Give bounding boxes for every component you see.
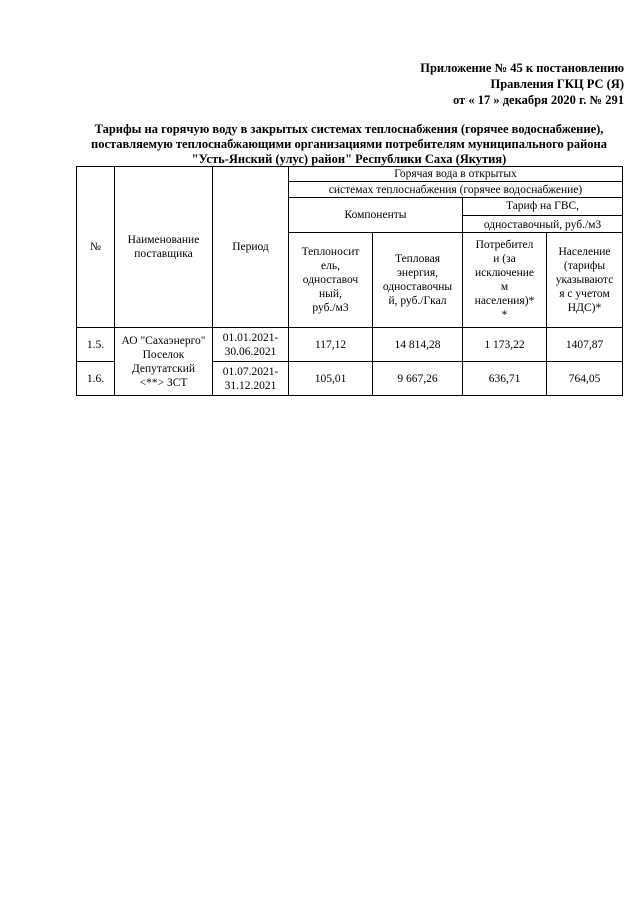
supplier-name: [115, 328, 213, 396]
row-consumers-value: 1 173,22: [463, 328, 547, 362]
title-line-3: "Усть-Янский (улус) район" Республики Саха (Якутия): [191, 152, 507, 166]
header-number: №: [77, 167, 115, 328]
header-population-line: (тарифы: [563, 260, 606, 272]
header-population-line: я с учетом: [559, 288, 610, 300]
header-gvs-line-2: одноставочный, руб./м3: [463, 215, 622, 232]
period-start: 01.07.2021-: [222, 365, 279, 378]
row-number: 1.6.: [77, 362, 115, 396]
supplier-name-line: Поселок: [142, 348, 185, 361]
header-consumers-line: м: [500, 281, 509, 293]
tariff-table: [76, 166, 623, 396]
period-end: 30.06.2021: [224, 345, 277, 358]
header-supplier-line-2: поставщика: [134, 248, 193, 260]
header-consumers-line: Потребител: [475, 239, 534, 251]
header-gvs-line-1: Тариф на ГВС,: [505, 199, 580, 212]
header-population-line: указываютс: [555, 274, 614, 286]
document-title: [76, 122, 622, 167]
title-line-2: поставляемую теплоснабжающими организациями потребителям муниципального района: [91, 137, 607, 151]
header-carrier-line: ный,: [319, 288, 342, 300]
header-supplier: [115, 167, 213, 328]
row-period: [213, 328, 289, 362]
row-period: [213, 362, 289, 396]
row-number: 1.5.: [77, 328, 115, 362]
header-consumers-line: населения)*: [474, 295, 535, 307]
row-heat-value: 9 667,26: [373, 362, 463, 396]
supplier-name-line: АО "Сахаэнерго": [121, 334, 206, 347]
header-heat-line: Тепловая: [394, 253, 440, 265]
header-carrier-line: одноставоч: [302, 274, 359, 286]
header-group-line-2: системах теплоснабжения (горячее водоснабжение): [289, 182, 623, 198]
appendix-line-1: Приложение № 45 к постановлению: [420, 61, 624, 75]
title-line-1: Тарифы на горячую воду в закрытых системах теплоснабжения (горячее водоснабжение),: [94, 122, 604, 136]
supplier-name-line: Депутатский: [131, 362, 196, 375]
header-supplier-line-1: Наименование: [127, 234, 200, 246]
supplier-name-line: <**> ЗСТ: [139, 376, 188, 389]
header-heat-line: й, руб./Гкал: [388, 295, 447, 307]
header-population-line: Население: [558, 246, 611, 258]
header-group-line-1: Горячая вода в открытых: [289, 167, 623, 182]
header-heat-line: одноставочны: [382, 281, 453, 293]
appendix-header: [294, 60, 624, 108]
period-end: 31.12.2021: [224, 379, 277, 392]
header-heat-line: энергия,: [397, 267, 438, 279]
row-population-value: 1407,87: [547, 328, 623, 362]
appendix-line-2: Правления ГКЦ РС (Я): [490, 77, 624, 91]
row-heat-value: 14 814,28: [373, 328, 463, 362]
header-carrier-line: руб./м3: [312, 302, 349, 314]
header-population: [547, 233, 623, 328]
header-population-line: НДС)*: [567, 302, 602, 314]
header-consumers: [463, 233, 547, 328]
table-row: [77, 328, 623, 362]
header-carrier-line: Теплоносит: [301, 246, 360, 258]
appendix-line-3: от « 17 » декабря 2020 г. № 291: [452, 93, 624, 107]
header-period: Период: [213, 167, 289, 328]
header-components: Компоненты: [289, 198, 463, 233]
header-carrier: [289, 233, 373, 328]
header-consumers-line: исключение: [474, 267, 535, 279]
row-population-value: 764,05: [547, 362, 623, 396]
row-carrier-value: 117,12: [289, 328, 373, 362]
header-heat: [373, 233, 463, 328]
header-gvs-tariff: [463, 198, 623, 233]
row-consumers-value: 636,71: [463, 362, 547, 396]
header-carrier-line: ель,: [321, 260, 340, 272]
header-consumers-line: *: [501, 309, 508, 321]
header-consumers-line: и (за: [493, 253, 516, 265]
row-carrier-value: 105,01: [289, 362, 373, 396]
period-start: 01.01.2021-: [222, 331, 279, 344]
